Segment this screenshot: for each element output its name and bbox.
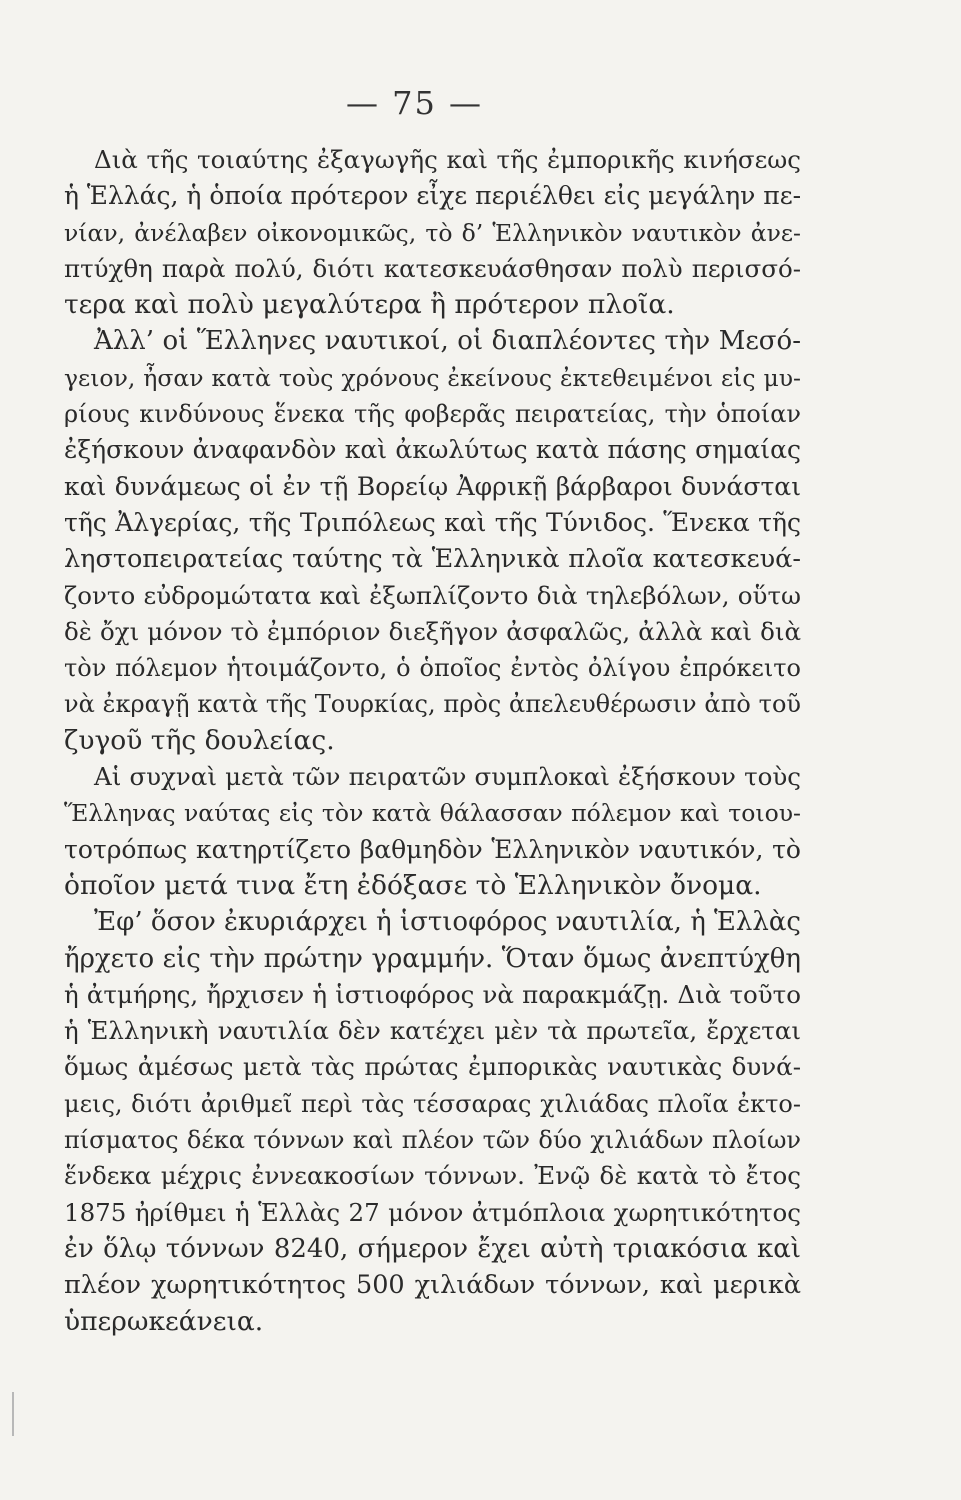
text-line: Ἕλληνας ναύτας εἰς τὸν κατὰ θάλασσαν πόλεμον καὶ τοιου- bbox=[64, 799, 801, 828]
text-line: ἡ ἀτμήρης, ἤρχισεν ἡ ἱστιοφόρος νὰ παρακμάζῃ. Διὰ τοῦτο bbox=[64, 979, 801, 1009]
text-line: καὶ δυνάμεως οἱ ἐν τῇ Βορείῳ Ἀφρικῇ βάρβαροι δυνάσται bbox=[64, 471, 801, 501]
text-line: ληστοπειρατείας ταύτης τὰ Ἑλληνικὰ πλοῖα κατεσκευά- bbox=[64, 544, 801, 575]
text-line: Αἱ συχναὶ μετὰ τῶν πειρατῶν συμπλοκαὶ ἐξήσκουν τοὺς bbox=[94, 762, 801, 792]
text-line: ζοντο εὐδρομώτατα καὶ ἐξωπλίζοντο διὰ τηλεβόλων, οὕτω bbox=[64, 580, 801, 610]
text-line: ἕνδεκα μέχρις ἐννεακοσίων τόννων. Ἐνῷ δὲ κατὰ τὸ ἔτος bbox=[64, 1161, 801, 1191]
text-line: ὁποῖον μετά τινα ἔτη ἐδόξασε τὸ Ἑλληνικὸν ὄνομα. bbox=[64, 869, 762, 901]
text-line: τῆς Ἀλγερίας, τῆς Τριπόλεως καὶ τῆς Τύνιδος. Ἕνεκα τῆς bbox=[64, 507, 801, 537]
text-line: ὅμως ἀμέσως μετὰ τὰς πρώτας ἐμπορικὰς ναυτικὰς δυνά- bbox=[64, 1052, 801, 1082]
text-line: δὲ ὄχι μόνον τὸ ἐμπόριον διεξῆγον ἀσφαλῶς, ἀλλὰ καὶ διὰ bbox=[64, 616, 801, 646]
page-number: — 75 — bbox=[345, 84, 484, 122]
margin-mark bbox=[12, 1392, 14, 1436]
text-line: πλέον χωρητικότητος 500 χιλιάδων τόννων, καὶ μερικὰ bbox=[64, 1270, 801, 1301]
body-text bbox=[64, 142, 801, 1340]
text-line: ἐν ὅλῳ τόννων 8240, σήμερον ἔχει αὐτὴ τριακόσια καὶ bbox=[64, 1233, 801, 1264]
text-line: νίαν, ἀνέλαβεν οἰκονομικῶς, τὸ δ’ Ἑλληνικὸν ναυτικὸν ἀνε- bbox=[64, 218, 801, 247]
text-line: ἤρχετο εἰς τὴν πρώτην γραμμήν. Ὅταν ὅμως ἀνεπτύχθη bbox=[64, 943, 801, 974]
text-line: πίσματος δέκα τόννων καὶ πλέον τῶν δύο χιλιάδων πλοίων bbox=[64, 1126, 801, 1155]
text-line: ὑπερωκεάνεια. bbox=[64, 1305, 264, 1337]
text-line: ἡ Ἑλλάς, ἡ ὁποία πρότερον εἶχε περιέλθει εἰς μεγάλην πε- bbox=[64, 181, 802, 211]
text-line: Διὰ τῆς τοιαύτης ἐξαγωγῆς καὶ τῆς ἐμπορικῆς κινήσεως bbox=[94, 145, 801, 174]
text-line: ἐξήσκουν ἀναφανδὸν καὶ ἀκωλύτως κατὰ πάσης σημαίας bbox=[64, 435, 801, 465]
text-line: τερα καὶ πολὺ μεγαλύτερα ἢ πρότερον πλοῖα. bbox=[64, 289, 675, 321]
text-line: Ἐφ’ ὅσον ἐκυριάρχει ἡ ἱστιοφόρος ναυτιλία, ἡ Ἑλλὰς bbox=[94, 907, 801, 938]
text-line: νὰ ἐκραγῇ κατὰ τῆς Τουρκίας, πρὸς ἀπελευθέρωσιν ἀπὸ τοῦ bbox=[64, 690, 801, 719]
text-line: ζυγοῦ τῆς δουλείας. bbox=[64, 724, 335, 756]
text-line: τὸν πόλεμον ἡτοιμάζοντο, ὁ ὁποῖος ἐντὸς ὀλίγου ἐπρόκειτο bbox=[64, 654, 801, 683]
text-line: Ἀλλ’ οἱ Ἕλληνες ναυτικοί, οἱ διαπλέοντες τὴν Μεσό- bbox=[94, 326, 801, 357]
text-line: ρίους κινδύνους ἕνεκα τῆς φοβερᾶς πειρατείας, τὴν ὁποίαν bbox=[64, 400, 801, 429]
text-line: γειον, ἦσαν κατὰ τοὺς χρόνους ἐκείνους ἐκτεθειμένοι εἰς μυ- bbox=[64, 363, 801, 392]
text-line: μεις, διότι ἀριθμεῖ περὶ τὰς τέσσαρας χιλιάδας πλοῖα ἐκτο- bbox=[64, 1089, 801, 1118]
text-line: τοτρόπως κατηρτίζετο βαθμηδὸν Ἑλληνικὸν ναυτικόν, τὸ bbox=[64, 834, 801, 864]
text-line: ἡ Ἑλληνικὴ ναυτιλία δὲν κατέχει μὲν τὰ πρωτεῖα, ἔρχεται bbox=[64, 1016, 801, 1046]
text-line: 1875 ἠρίθμει ἡ Ἑλλὰς 27 μόνον ἀτμόπλοια χωρητικότητος bbox=[64, 1197, 801, 1227]
text-line: πτύχθη παρὰ πολύ, διότι κατεσκευάσθησαν πολὺ περισσό- bbox=[64, 253, 801, 283]
